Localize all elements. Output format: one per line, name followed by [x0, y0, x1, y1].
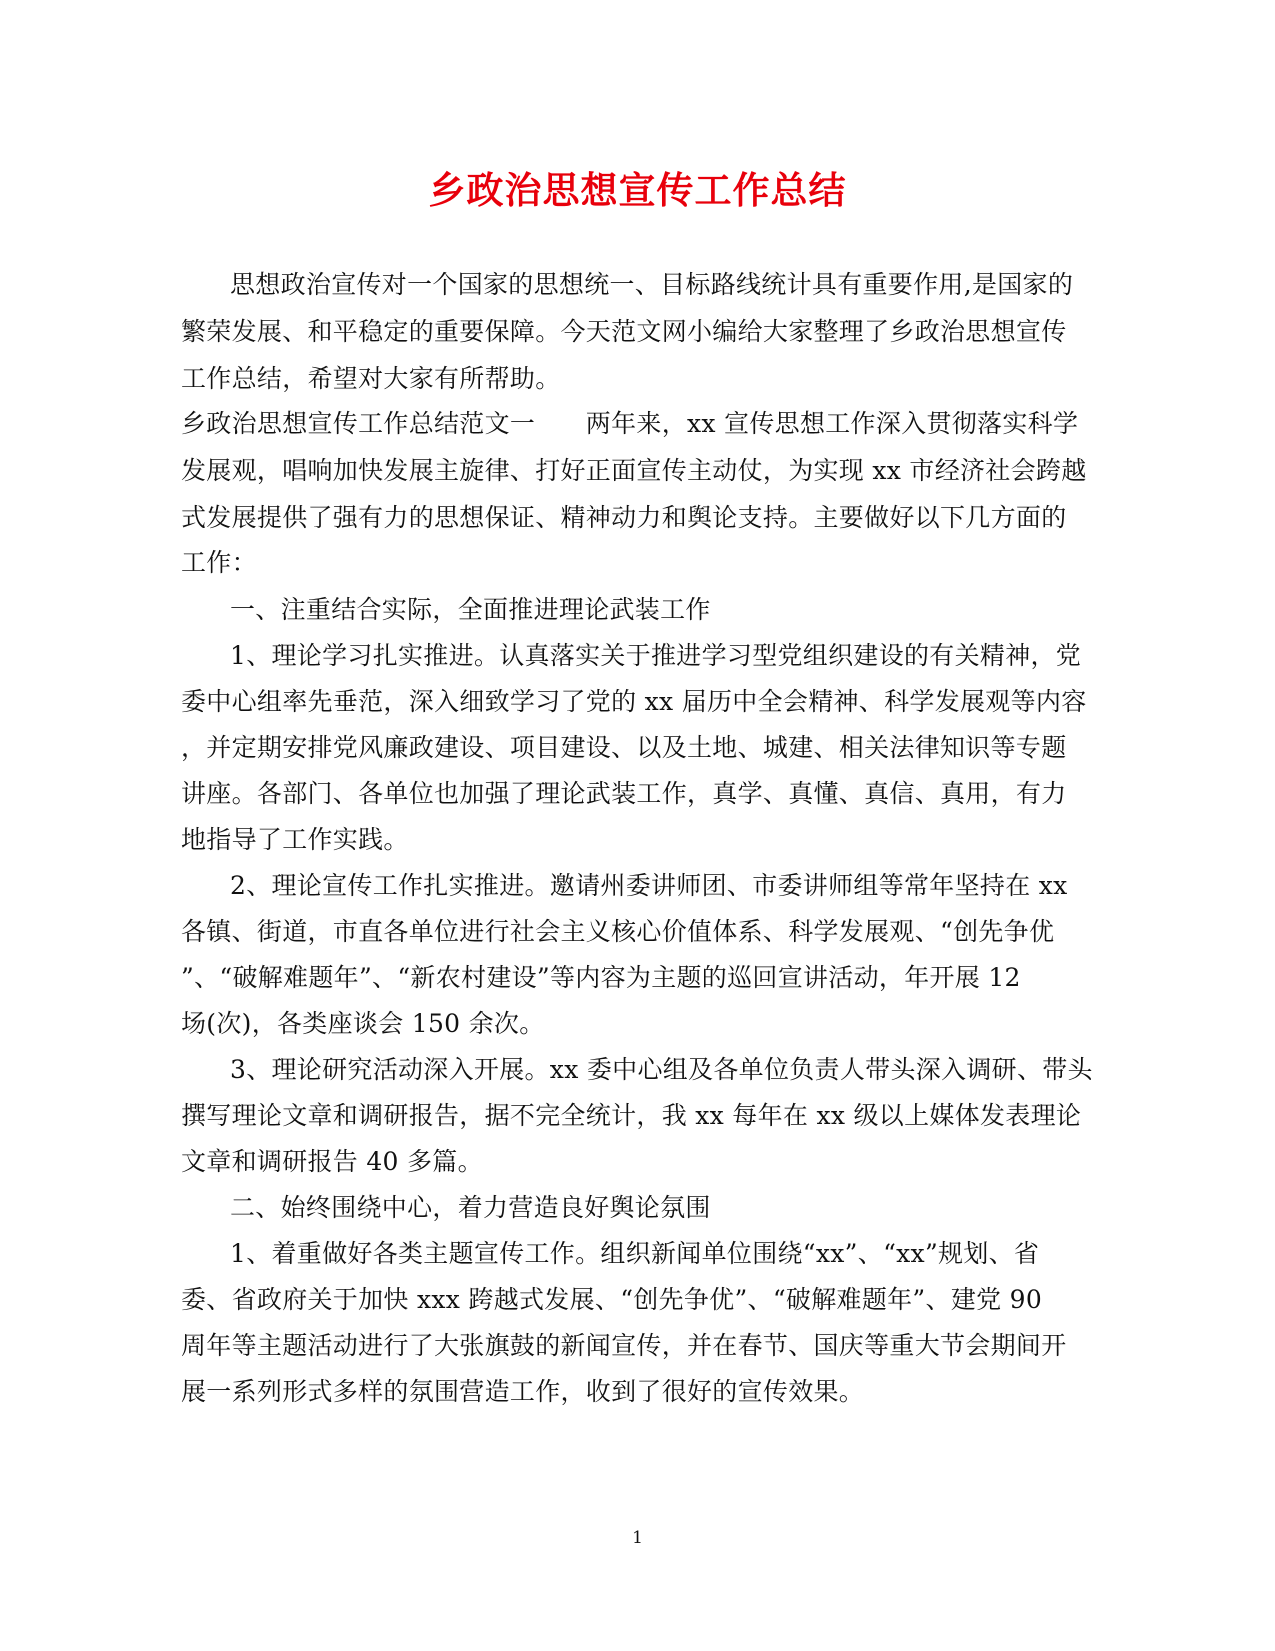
body-line: 各镇、街道，市直各单位进行社会主义核心价值体系、科学发展观、“创先争优	[181, 917, 1055, 946]
body-line: 2、理论宣传工作扎实推进。邀请州委讲师团、市委讲师组等常年坚持在 xx	[230, 871, 1068, 900]
section-heading: 二、始终围绕中心，着力营造良好舆论氛围	[230, 1193, 711, 1222]
body-line: 1、理论学习扎实推进。认真落实关于推进学习型党组织建设的有关精神，党	[230, 641, 1082, 670]
body-line: 地指导了工作实践。	[181, 825, 409, 854]
body-line: ，并定期安排党风廉政建设、项目建设、以及土地、城建、相关法律知识等专题	[181, 733, 1067, 762]
body-line: 1、着重做好各类主题宣传工作。组织新闻单位围绕“xx”、“xx”规划、省	[230, 1239, 1040, 1268]
body-line: 繁荣发展、和平稳定的重要保障。今天范文网小编给大家整理了乡政治思想宣传	[181, 317, 1067, 346]
body-line: ”、“破解难题年”、“新农村建设”等内容为主题的巡回宣讲活动，年开展 12	[181, 963, 1021, 992]
section-heading: 一、注重结合实际，全面推进理论武装工作	[230, 595, 711, 624]
body-line: 委中心组率先垂范，深入细致学习了党的 xx 届历中全会精神、科学发展观等内容	[181, 687, 1087, 716]
body-line: 思想政治宣传对一个国家的思想统一、目标路线统计具有重要作用,是国家的	[230, 270, 1074, 299]
document-title: 乡政治思想宣传工作总结	[428, 168, 847, 212]
body-line: 委、省政府关于加快 xxx 跨越式发展、“创先争优”、“破解难题年”、建党 90	[181, 1285, 1043, 1314]
body-line: 工作：	[181, 548, 257, 577]
body-line: 周年等主题活动进行了大张旗鼓的新闻宣传，并在春节、国庆等重大节会期间开	[181, 1331, 1067, 1360]
body-line: 文章和调研报告 40 多篇。	[181, 1147, 483, 1176]
page-number: 1	[632, 1528, 643, 1548]
body-line: 撰写理论文章和调研报告，据不完全统计，我 xx 每年在 xx 级以上媒体发表理论	[181, 1101, 1082, 1130]
body-line: 工作总结，希望对大家有所帮助。	[181, 364, 561, 393]
body-line: 讲座。各部门、各单位也加强了理论武装工作，真学、真懂、真信、真用，有力	[181, 779, 1067, 808]
body-line: 场(次)，各类座谈会 150 余次。	[181, 1009, 545, 1038]
body-line: 式发展提供了强有力的思想保证、精神动力和舆论支持。主要做好以下几方面的	[181, 503, 1067, 532]
body-line: 乡政治思想宣传工作总结范文一 两年来，xx 宣传思想工作深入贯彻落实科学	[181, 409, 1079, 438]
body-line: 展一系列形式多样的氛围营造工作，收到了很好的宣传效果。	[181, 1377, 865, 1406]
body-line: 3、理论研究活动深入开展。xx 委中心组及各单位负责人带头深入调研、带头	[230, 1055, 1093, 1084]
body-line: 发展观，唱响加快发展主旋律、打好正面宣传主动仗，为实现 xx 市经济社会跨越	[181, 456, 1087, 485]
